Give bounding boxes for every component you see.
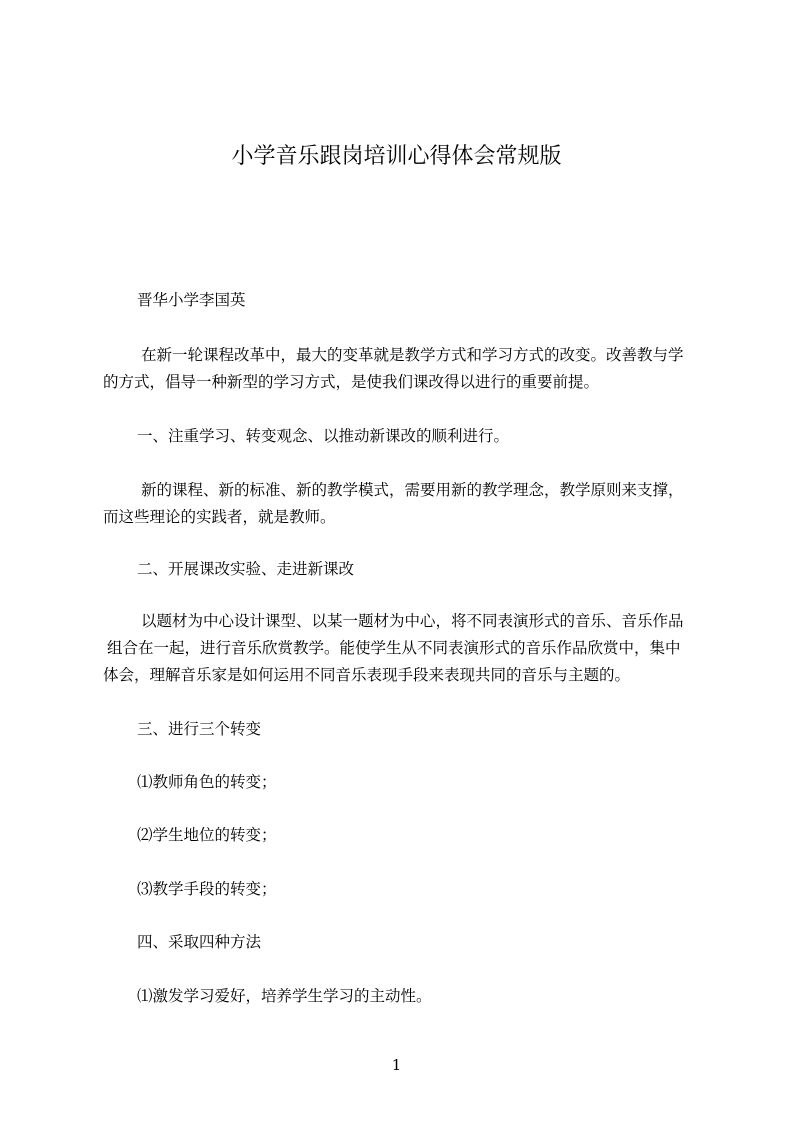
- list-item: ⑵学生地位的转变；: [137, 826, 277, 844]
- section-heading: 一、注重学习、转变观念、以推动新课改的顺利进行。: [137, 427, 510, 445]
- list-item: ⑴激发学习爱好，培养学生学习的主动性。: [137, 987, 432, 1005]
- section-heading: 四、采取四种方法: [137, 933, 262, 951]
- paragraph-line: 体会，理解音乐家是如何运用不同音乐表现手段来表现共同的音乐与主题的。: [103, 666, 631, 684]
- section-heading: 三、进行三个转变: [137, 720, 262, 738]
- paragraph-line: 组合在一起，进行音乐欣赏教学。能使学生从不同表演形式的音乐作品欣赏中，集中: [107, 639, 681, 657]
- paragraph-line: 在新一轮课程改革中，最大的变革就是教学方式和学习方式的改变。改善教与学: [141, 346, 684, 364]
- list-item: ⑴教师角色的转变；: [137, 773, 277, 791]
- paragraph-line: 而这些理论的实践者，就是教师。: [103, 508, 336, 526]
- section-heading: 二、开展课改实验、走进新课改: [137, 560, 355, 578]
- paragraph-line: 新的课程、新的标准、新的教学模式，需要用新的教学理念，教学原则来支撑，: [141, 481, 684, 499]
- author-line: 晋华小学李国英: [137, 291, 246, 309]
- list-item: ⑶教学手段的转变；: [137, 880, 277, 898]
- page-number: 1: [391, 1056, 402, 1074]
- document-title: 小学音乐跟岗培训心得体会常规版: [231, 144, 562, 169]
- paragraph-line: 的方式，倡导一种新型的学习方式，是使我们课改得以进行的重要前提。: [103, 373, 600, 391]
- paragraph-line: 以题材为中心设计课型、以某一题材为中心，将不同表演形式的音乐、音乐作品: [141, 612, 684, 630]
